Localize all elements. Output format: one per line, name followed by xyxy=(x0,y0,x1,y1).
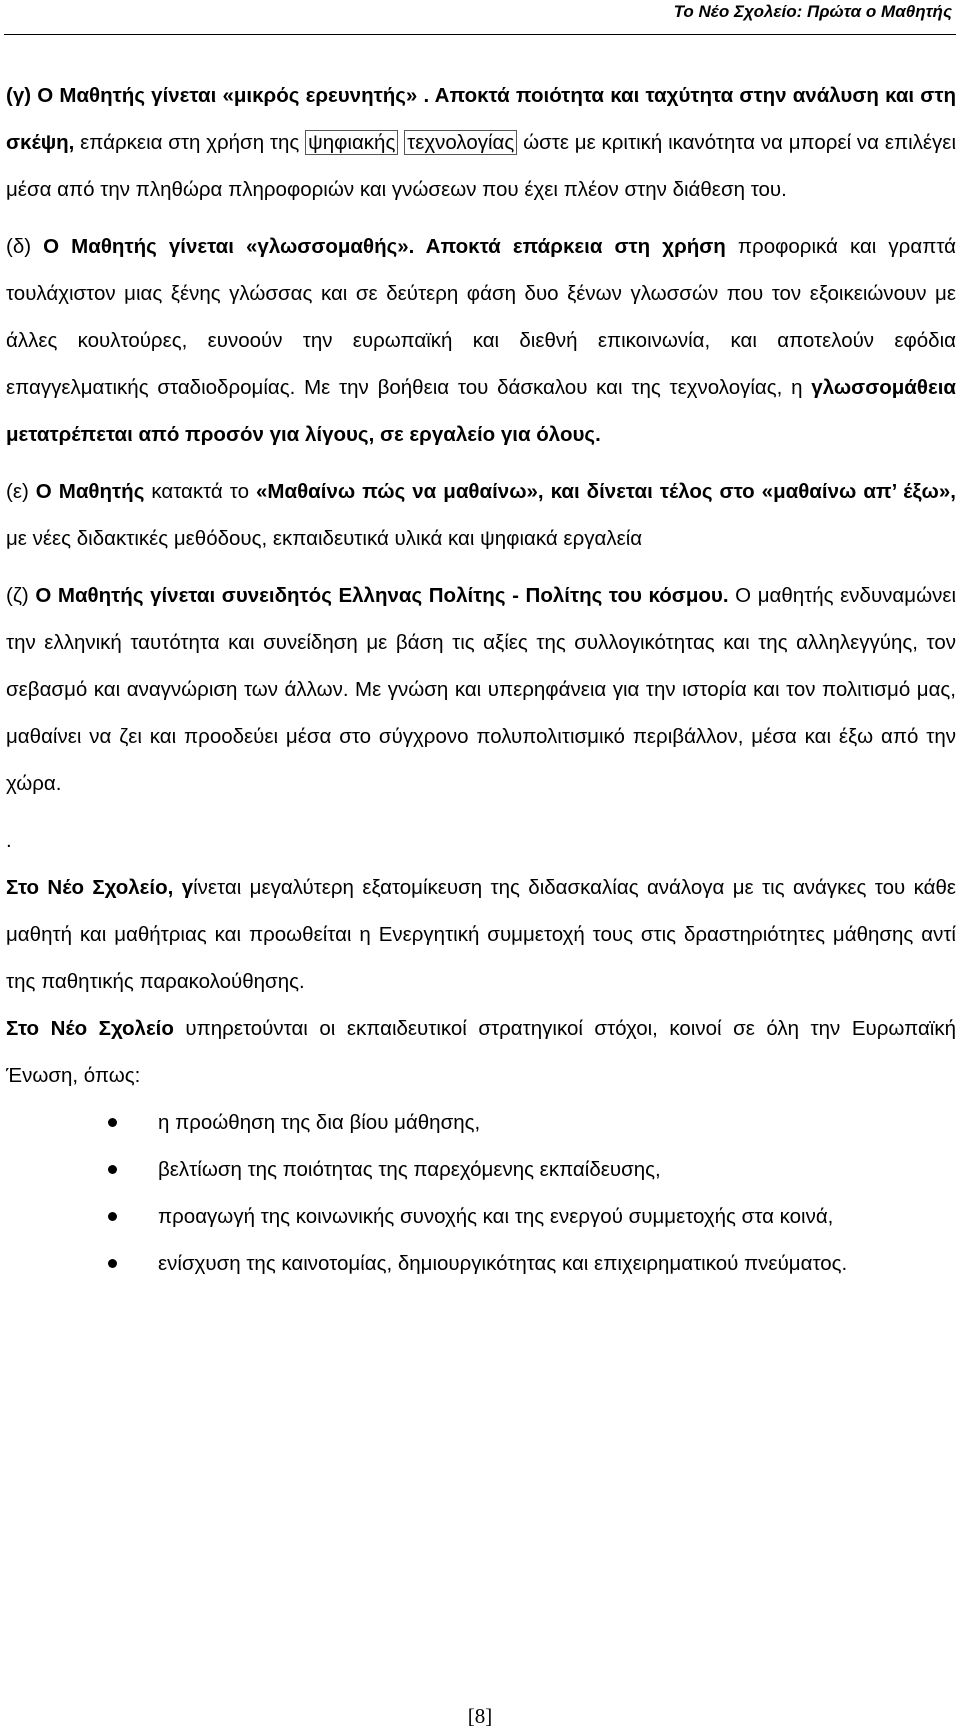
list-item-text: ενίσχυση της καινοτομίας, δημιουργικότητας και επιχειρηματικού πνεύματος. xyxy=(158,1252,848,1275)
dot-line: . xyxy=(6,829,12,852)
bullet-icon xyxy=(108,1259,117,1268)
paragraph-d xyxy=(6,223,956,458)
paragraph-new-school-2 xyxy=(6,1005,956,1099)
paragraph-d-bold-2: γλωσσομάθεια μετατρέπεται από προσόν για λίγους, σε εργαλείο για όλους. xyxy=(6,376,956,446)
paragraph-d-label: (δ) xyxy=(6,235,44,258)
list-item xyxy=(6,1146,956,1193)
paragraph-g-text-2: ώστε με κριτική ικανότητα να μπορεί να επιλέγει μέσα από την πληθώρα πληροφοριών και γνώσεων που έχει πλέον στην διάθεση του. xyxy=(6,131,956,201)
paragraph-e-bold-2: «Μαθαίνω πώς να μαθαίνω», και δίνεται τέλος στο «μαθαίνω απ’ έξω», xyxy=(256,480,956,503)
paragraph-e-label: (ε) xyxy=(6,480,36,503)
list-item xyxy=(6,1099,956,1146)
paragraph-z-label: (ζ) xyxy=(6,584,36,607)
paragraph-e-text-2: με νέες διδακτικές μεθόδους, εκπαιδευτικά υλικά και ψηφιακά εργαλεία xyxy=(6,527,643,550)
paragraph-d-text: προφορικά και γραπτά τουλάχιστον μιας ξένης γλώσσας και σε δεύτερη φάση δυο ξένων γλωσσών που τον εξοικειώνουν με άλλες κουλτούρες, ευνοούν την ευρωπαϊκή και διεθνή επικοινωνία, και αποτελούν εφόδια επαγγελματικής σταδιοδρομίας. Με την βοήθεια του δάσκαλου και της τεχνολογίας, η xyxy=(6,235,956,399)
paragraph-e-text: κατακτά το xyxy=(144,480,256,503)
paragraph-new-school-1-bold: Στο Νέο Σχολείο, γ xyxy=(6,876,194,899)
document-body xyxy=(6,72,956,1287)
paragraph-z-text: Ο μαθητής ενδυναμώνει την ελληνική ταυτότητα και συνείδηση με βάση τις αξίες της συλλογικότητας και της αλληλεγγύης, τον σεβασμό και αναγνώριση των άλλων. Με γνώση και υπερηφάνεια για την ιστορία και τον πολιτισμό μας, μαθαίνει να ζει και προοδεύει μέσα στο σύγχρονο πολυπολιτισμικό περιβάλλον, μέσα και έξω από την χώρα. xyxy=(6,584,957,795)
paragraph-new-school-1 xyxy=(6,864,956,1005)
paragraph-z xyxy=(6,572,956,807)
page-number: [8] xyxy=(467,1704,493,1728)
running-header: Το Νέο Σχολείο: Πρώτα ο Μαθητής xyxy=(673,2,952,21)
paragraph-g-bold: (γ) Ο Μαθητής γίνεται «μικρός ερευνητής» . Αποκτά ποιότητα και ταχύτητα στην ανάλυση και στη σκέψη, xyxy=(6,84,956,154)
boxed-word-technology: τεχνολογίας xyxy=(404,130,517,155)
list-item-text: βελτίωση της ποιότητας της παρεχόμενης εκπαίδευσης, xyxy=(158,1158,661,1181)
paragraph-e xyxy=(6,468,956,562)
bullet-icon xyxy=(108,1212,117,1221)
paragraph-new-school-2-bold: Στο Νέο Σχολείο xyxy=(6,1017,174,1040)
paragraph-new-school-2-text: υπηρετούνται οι εκπαιδευτικοί στρατηγικοί στόχοι, κοινοί σε όλη την Ευρωπαϊκή Ένωση, όπως: xyxy=(6,1017,956,1087)
bullet-icon xyxy=(108,1118,117,1127)
boxed-word-digital: ψηφιακής xyxy=(305,130,398,155)
paragraph-g xyxy=(6,72,956,213)
paragraph-d-bold: Ο Μαθητής γίνεται «γλωσσομαθής». Αποκτά επάρκεια στη χρήση xyxy=(43,235,726,258)
list-item xyxy=(6,1240,956,1287)
list-item-text: προαγωγή της κοινωνικής συνοχής και της ενεργού συμμετοχής στα κοινά, xyxy=(158,1205,834,1228)
goals-list xyxy=(6,1099,956,1287)
paragraph-e-bold: Ο Μαθητής xyxy=(35,480,145,503)
paragraph-g-text: επάρκεια στη χρήση της xyxy=(74,131,306,154)
header-rule xyxy=(4,34,956,35)
paragraph-z-bold: Ο Μαθητής γίνεται συνειδητός Ελληνας Πολίτης - Πολίτης του κόσμου. xyxy=(35,584,729,607)
paragraph-new-school-1-text: ίνεται μεγαλύτερη εξατομίκευση της διδασκαλίας ανάλογα με τις ανάγκες του κάθε μαθητή και μαθήτριας και προωθείται η Ενεργητική συμμετοχή τους στις δραστηριότητες μάθησης αντί της παθητικής παρακολούθησης. xyxy=(6,876,956,993)
bullet-icon xyxy=(108,1165,117,1174)
list-item xyxy=(6,1193,956,1240)
list-item-text: η προώθηση της δια βίου μάθησης, xyxy=(158,1111,481,1134)
